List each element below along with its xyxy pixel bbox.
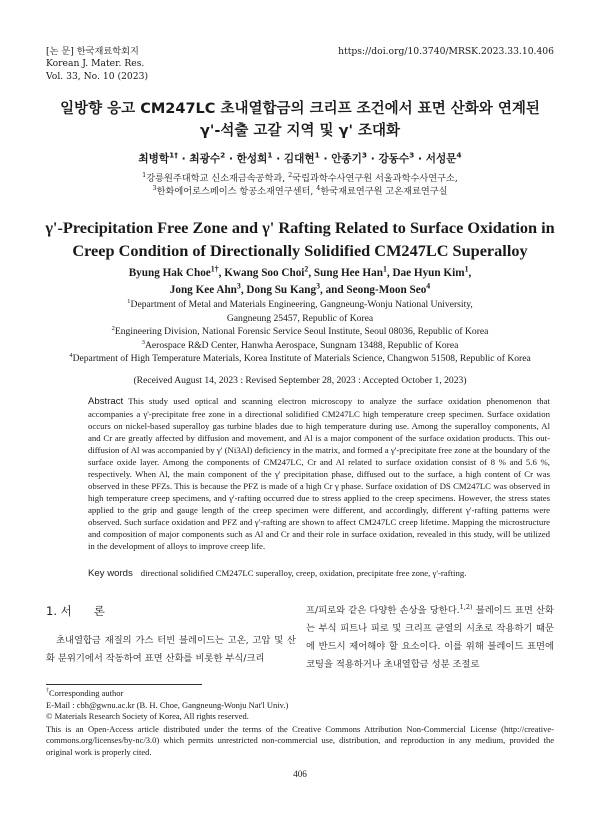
author-name: Dong Su Kang (246, 284, 317, 296)
affil-text: Gangneung 25457, Republic of Korea (226, 312, 374, 324)
korean-affiliations (0, 172, 600, 198)
correspondence-footnote (46, 688, 288, 711)
email-note: E-Mail : cbh@gwnu.ac.kr (B. H. Choe, Gangneung-Wonju Nat'l Univ.) (46, 699, 289, 710)
korean-affil-line2 (0, 185, 600, 198)
license-footnote (46, 711, 554, 758)
intro-paragraph-right-b: 블레이드 표면 산화는 부식 피트나 피로 및 크리프 균열의 시초로 작용하기 때문에 반드시 제어해야 할 요소이다. 이를 위해 블레이드 표면에 코팅을 적용하거나 초내열합금 성분 조절로 (306, 605, 554, 670)
affiliation-line (0, 312, 600, 326)
received-dates: (Received August 14, 2023 : Revised September 28, 2023 : Accepted October 1, 2023) (133, 375, 467, 386)
journal-header (46, 46, 148, 83)
english-title-line2: Creep Condition of Directionally Solidified CM247LC Superalloy (72, 241, 528, 260)
korean-title-line1: 일방향 응고 CM247LC 초내열합금의 크리프 조건에서 표면 산화와 연계된 (60, 101, 540, 117)
author-sup: 4 (426, 281, 431, 291)
affiliation-line (0, 325, 600, 339)
license-text: This is an Open-Access article distributed under the terms of the Creative Commons Attribution Non-Commercial License (http://creative-commons.org/licenses/by-nc/3.0) which permits unrestricted non-commercial use, distribution, and reproduction in any medium, provided the original work is properly cited. (46, 723, 554, 757)
author-sep: , (308, 267, 314, 279)
intro-paragraph-left: 초내열합금 재질의 가스 터빈 블레이드는 고온, 고압 및 산화 분위기에서 작동하여 표면 산화를 비롯한 부식/크리 (46, 635, 296, 664)
footnote-divider (46, 684, 202, 685)
author-sup: 3 (361, 150, 368, 160)
page-number: 406 (293, 769, 307, 779)
affil-text: 국립과학수사연구원 서울과학수사연구소, (292, 173, 458, 184)
journal-english-name: Korean J. Mater. Res. (46, 58, 145, 70)
citation-ref: 1,2) (459, 602, 473, 611)
affil-text: 한국재료연구원 고온재료연구실 (320, 186, 448, 197)
author-sup: 3 (236, 281, 241, 291)
author-name: Byung Hak Choe (128, 267, 211, 279)
author-sep: , (468, 267, 472, 279)
korean-authors: 최병학$^{1\dagger}$ · 최광수$^2$ · 한성희$^1$ · 김대현$^1$ · 안종기$^3$ · 강동수$^3$ · 서성문$^4$ (138, 150, 462, 165)
author-name: 최광수 (189, 153, 221, 165)
section-heading-word: 론 (93, 604, 105, 618)
author-sup: 1 (382, 264, 387, 274)
affil-text: 한화에어로스페이스 항공소재연구센터, (156, 186, 317, 197)
corresponding-author-note: †Corresponding author (46, 688, 124, 698)
author-sup: 3 (316, 281, 320, 291)
author-sup: 1 (464, 264, 469, 274)
korean-affil-line1 (0, 172, 600, 185)
copyright-line: © Materials Research Society of Korea, All rights reserved. (46, 711, 249, 721)
author-sep: , (218, 267, 225, 279)
author-name: Kwang Soo Choi (224, 267, 305, 279)
author-sup: 1 (314, 150, 320, 160)
author-sep: , (240, 284, 247, 296)
author-name: 한성희 (236, 153, 268, 165)
section-heading (46, 603, 105, 619)
author-name: and Seong-Moon Seo (325, 284, 427, 296)
english-authors-line2 (0, 282, 600, 299)
english-authors-line1 (0, 265, 600, 282)
author-name: 김대현 (283, 153, 315, 165)
english-title (0, 216, 600, 262)
affil-sup: 4 (69, 352, 73, 360)
english-title-line1: γ'-Precipitation Free Zone and γ' Rafting Related to Surface Oxidation in (45, 218, 555, 237)
affil-sup: 2 (288, 170, 293, 179)
author-sup: 3 (409, 150, 415, 160)
affiliation-line (0, 339, 600, 353)
affil-text: Aerospace R&D Center, Hanwha Aerospace, Sungnam 13488, Republic of Korea (144, 339, 459, 351)
affiliation-line (0, 352, 600, 366)
abstract (88, 395, 550, 552)
author-name: 서성문 (425, 153, 457, 165)
author-name: Jong Kee Ahn (169, 284, 237, 296)
corresponding-label: Corresponding author (48, 688, 124, 698)
intro-paragraph-right-a: 프/피로와 같은 다양한 손상을 당한다. (306, 605, 460, 616)
affil-text: Engineering Division, National Forensic Service Seoul Institute, Seoul 08036, Republic of Korea (114, 326, 489, 338)
author-sep: , (386, 267, 393, 279)
author-sup: 4 (456, 150, 462, 160)
english-authors (0, 265, 600, 299)
doi-link[interactable]: https://doi.org/10.3740/MRSK.2023.33.10.406 (338, 46, 554, 57)
keywords (88, 568, 550, 579)
author-sup: 1† (210, 264, 219, 274)
keywords-text: directional solidified CM247LC superalloy, creep, oxidation, precipitate free zone, γ'-rafting. (140, 568, 467, 578)
author-name: Sung Hee Han (313, 267, 383, 279)
affil-text: 강릉원주대학교 신소재금속공학과, (146, 173, 289, 184)
body-right-column (306, 602, 554, 674)
author-name: 안종기 (331, 153, 362, 165)
body-left-column (46, 632, 296, 668)
abstract-label: Abstract (88, 396, 124, 407)
affil-sup: 2 (111, 325, 115, 332)
keywords-label: Key words (88, 568, 133, 579)
section-heading-num: 1. 서 (46, 604, 72, 618)
author-name: 강동수 (378, 153, 410, 165)
affil-text: Department of High Temperature Materials, Korea Institute of Materials Science, Changwon 51508, Republic of Korea (72, 353, 531, 365)
affiliation-line (0, 298, 600, 312)
korean-title (0, 98, 600, 142)
affil-text: Department of Metal and Materials Engineering, Gangneung-Wonju National University, (130, 299, 473, 310)
author-sup: 1 (267, 150, 273, 160)
english-affiliations (0, 298, 600, 366)
author-sep: , (319, 284, 326, 296)
affil-sup: 1 (142, 170, 147, 179)
abstract-text: This study used optical and scanning electron microscopy to analyze the surface oxidation phenomenon that accompanies a γ'-precipitate free zone in a directional solidified CM247LC high temperature creep specimen. Surface oxidation occurs on nickel-based superalloy gas turbine blades due to high temperature during use. Among the superalloy components, Al and Cr are greatly affected by diffusion and movement, and Al is a major component of the surface oxidation products. This out-diffusion of Al was accompanied by γ' (Ni3Al) deficiency in the matrix, and formed a γ'-precipitate free zone at the boundary of the surface oxide layer. Among the components of CM247LC, Cr and Al related to surface oxidation consist of 8 % and 5.6 %, respectively. When Al, the main component of the γ' precipitation phase, diffused out to the surface, a high content of Cr was observed in these PFZs. This is because the PFZ is made of a high Cr γ phase. Surface oxidation of DS CM247LC was observed in high temperature creep specimens, and γ'-rafting occurred due to stress applied to the creep specimens. However, the stress states applied to the grip and gauge length of the creep specimen were different, and accordingly, different γ'-rafting patterns were observed. Such surface oxidation and PFZ and γ'-rafting are shown to affect CM247LC creep lifetime. Mapping the microstructure and composition of major components such as Al and Cr and their role in surface oxidation, revealed in this study, will be utilized in the development of alloys to improve creep life. (88, 396, 550, 551)
affil-sup: 4 (316, 183, 321, 192)
author-name: Dae Hyun Kim (392, 267, 465, 279)
author-sup: 1† (169, 150, 178, 160)
korean-title-line2: γ'-석출 고갈 지역 및 γ' 조대화 (200, 123, 400, 139)
journal-korean-name: [논 문] 한국재료학회지 (46, 46, 139, 57)
author-sup: 2 (220, 150, 226, 160)
author-name: 최병학 (138, 153, 170, 165)
author-sup: 2 (304, 264, 309, 274)
affil-sup: 1 (127, 297, 131, 305)
journal-volume: Vol. 33, No. 10 (2023) (46, 70, 149, 82)
affil-sup: 3 (152, 183, 157, 192)
affil-sup: 3 (141, 338, 145, 346)
